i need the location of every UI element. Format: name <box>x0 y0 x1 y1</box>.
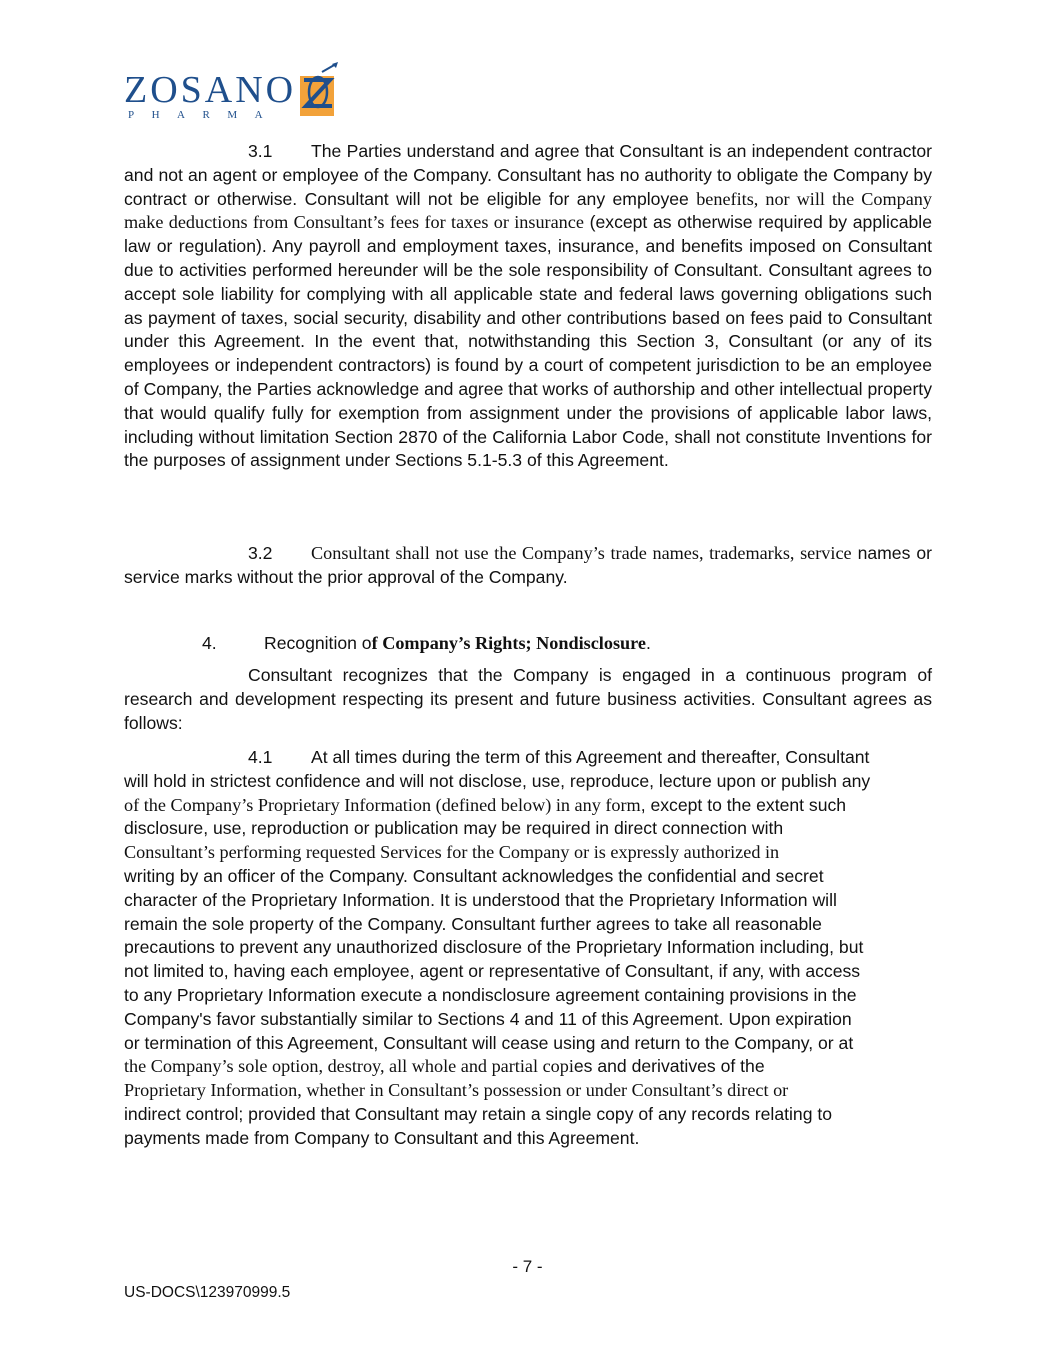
section-number: 3.2 <box>248 543 273 563</box>
text-line: the Company’s sole option, destroy, all whole and partial copi <box>124 1056 574 1077</box>
text-line: payments made from Company to Consultant and this Agreement. <box>124 1127 640 1148</box>
paragraph-text: benefits, nor will the Company make deductions from Consultant’s fees for taxes or insurance <box>124 188 932 233</box>
text-line: Proprietary Information, whether in Consultant’s possession or under Consultant’s direct or <box>124 1080 789 1101</box>
section-4-1 <box>124 746 932 1151</box>
company-logo <box>124 62 344 124</box>
text-line: character of the Proprietary Information. It is understood that the Proprietary Information will <box>124 889 837 910</box>
text-line: not limited to, having each employee, agent or representative of Consultant, if any, with access <box>124 961 861 982</box>
text-line: es and derivatives of the <box>573 1056 765 1077</box>
text-line: Consultant’s performing requested Services for the Company or is expressly authorized in <box>124 842 780 863</box>
section-4-heading <box>202 631 651 655</box>
text-line: , except to the extent such <box>640 794 847 815</box>
section-3-1 <box>124 140 932 473</box>
text-line: will hold in strictest confidence and will not disclose, use, reproduce, lecture upon or publish any <box>124 770 871 791</box>
heading-period: . <box>645 633 651 653</box>
text-line: or termination of this Agreement, Consultant will cease using and return to the Company, or at <box>124 1032 854 1053</box>
section-number: 4.1 <box>248 747 273 767</box>
heading-text: Recognition o <box>264 633 372 653</box>
text-line: writing by an officer of the Company. Consultant acknowledges the confidential and secret <box>124 865 824 886</box>
text-line: of the Company’s Proprietary Information (defined below) in any form <box>124 794 641 815</box>
text-line: disclosure, use, reproduction or publication may be required in direct connection with <box>124 818 784 839</box>
text-line: precautions to prevent any unauthorized disclosure of the Proprietary Information including, but <box>124 937 864 958</box>
heading-text-bold: f Company’s Rights; Nondisclosure <box>371 633 646 653</box>
text-line: to any Proprietary Information execute a nondisclosure agreement containing provisions in the <box>124 984 857 1005</box>
paragraph-text: The Parties understand and agree that Consultant is an independent contractor and not an agent or employee of the Company. Consultant has no authority to obligate the Company by contract or otherwise. Consultant will not be eligible for any employee <box>124 141 932 209</box>
text-line: indirect control; provided that Consultant may retain a single copy of any records relating to <box>124 1103 833 1124</box>
logo-subtitle: PHARMA <box>128 109 281 121</box>
section-3-2 <box>124 542 932 590</box>
logo-mark-icon <box>292 62 342 122</box>
section-number: 4. <box>202 633 217 653</box>
text-line: remain the sole property of the Company. Consultant further agrees to take all reasonable <box>124 913 822 934</box>
document-id: US-DOCS\123970999.5 <box>124 1284 291 1301</box>
paragraph-text: names or service marks without the prior approval of the Company. <box>124 543 932 587</box>
paragraph-text: (except as otherwise required by applicable law or regulation). Any payroll and employment taxes, insurance, and benefits imposed on Consultant due to activities performed hereunder will be the sole responsibility of Consultant. Consultant agrees to accept sole liability for complying with all applicable state and federal laws governing obligations such as payment of taxes, social security, disability and other contributions based on fees paid to Consultant under this Agreement. In the event that, notwithstanding this Section 3, Consultant (or any of its employees or independent contractors) is found by a court of competent jurisdiction to be an employee of Company, the Parties acknowledge and agree that works of authorship and other intellectual property that would qualify fully for exemption from assignment under the provisions of applicable labor laws, including without limitation Section 2870 of the California Labor Code, shall not constitute Inventions for the purposes of assignment under Sections 5.1-5.3 of this Agreement. <box>124 212 932 471</box>
paragraph-text: Consultant shall not use the Company’s trade names, trademarks, service <box>311 543 852 563</box>
page-number: - 7 - <box>512 1257 543 1276</box>
text-line: At all times during the term of this Agreement and thereafter, Consultant <box>311 747 870 767</box>
text-line: Company's favor substantially similar to Sections 4 and 11 of this Agreement. Upon expiration <box>124 1008 852 1029</box>
paragraph-text: Consultant recognizes that the Company is engaged in a continuous program of research and development respecting its present and future business activities. Consultant agrees as follows: <box>124 665 932 733</box>
section-4-intro <box>124 664 932 735</box>
logo-wordmark: ZOSANO <box>124 69 297 111</box>
section-number: 3.1 <box>248 141 273 161</box>
